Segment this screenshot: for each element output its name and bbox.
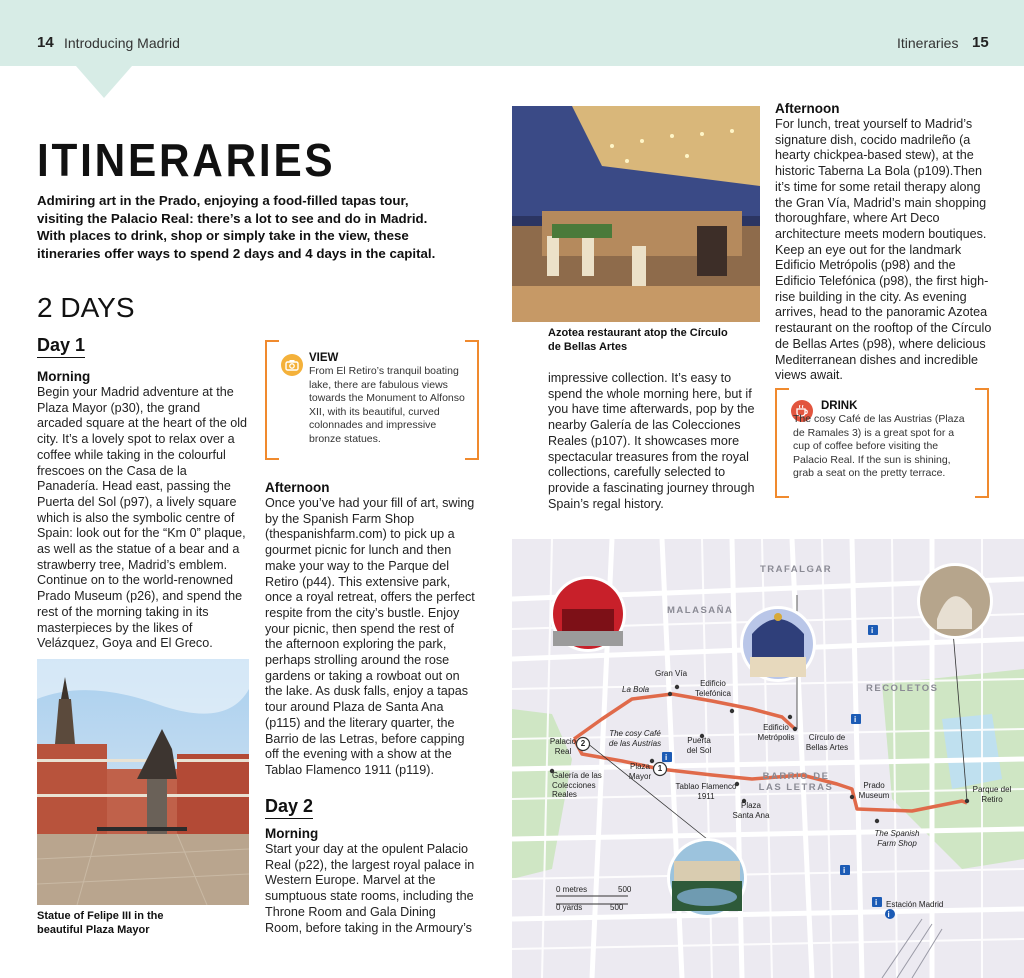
day2-morning-text: Start your day at the opulent Palacio Real (p22), the largest royal palace in Western Europe. Marvel at the sumptuous state rooms, including the Throne Room and Gala Dining Room, before taking in the Armoury’s <box>265 842 475 935</box>
svg-text:i: i <box>665 753 668 762</box>
svg-text:i: i <box>871 626 874 635</box>
label-galeria: Galería de las Colecciones Reales <box>552 771 602 799</box>
label-plaza-mayor: Plaza Mayor <box>628 762 652 781</box>
azotea-photo <box>512 106 760 322</box>
label-santa-ana: Plaza Santa Ana <box>732 801 770 820</box>
right-page-number: 15 <box>972 34 989 51</box>
label-telefonica: Edificio Telefónica <box>694 679 732 698</box>
page-header <box>0 0 1024 66</box>
svg-text:i: i <box>843 866 846 875</box>
label-prado: Prado Museum <box>858 781 890 800</box>
label-metropolis: Edificio Metrópolis <box>757 723 795 742</box>
label-estacion: Estación Madrid <box>886 900 944 909</box>
day2-afternoon-heading: Afternoon <box>775 101 840 116</box>
drink-box-title: DRINK <box>821 400 858 412</box>
camera-icon <box>281 354 303 376</box>
drink-tip-box <box>775 388 989 498</box>
scale-yards-value: 500 <box>610 903 624 912</box>
scale-metres-label: 0 metres <box>556 885 588 894</box>
label-circulo: Círculo de Bellas Artes <box>805 733 849 752</box>
page-title: ITINERARIES <box>37 134 336 186</box>
label-cafe-austrias: The cosy Café de las Austrias <box>608 729 662 748</box>
svg-text:i: i <box>854 715 857 724</box>
left-page-number: 14 <box>37 34 54 51</box>
plaza-mayor-caption: Statue of Felipe III in the beautiful Plaza Mayor <box>37 910 164 936</box>
right-running-title: Itineraries <box>897 35 959 51</box>
day1-heading: Day 1 <box>37 335 85 358</box>
label-la-bola: La Bola <box>622 685 650 694</box>
azotea-caption: Azotea restaurant atop the Círculo de Bellas Artes <box>548 327 728 353</box>
label-tablao: Tablao Flamenco 1911 <box>675 782 737 801</box>
district-malasana: MALASAÑA <box>667 605 734 616</box>
district-recoletos: RECOLETOS <box>866 683 939 694</box>
day2-heading: Day 2 <box>265 796 313 819</box>
plaza-mayor-photo <box>37 659 249 905</box>
svg-text:i: i <box>875 898 878 907</box>
label-gran-via: Gran Vía <box>655 669 688 678</box>
view-box-title: VIEW <box>309 352 339 364</box>
svg-text:i: i <box>887 910 890 919</box>
marker-2: 2 <box>580 739 586 748</box>
label-puerta-sol: Puerta del Sol <box>686 736 712 755</box>
scale-metres-value: 500 <box>618 885 632 894</box>
view-tip-box <box>265 340 479 460</box>
day2-morning-heading: Morning <box>265 826 319 841</box>
scale-yards-label: 0 yards <box>556 903 583 912</box>
label-palacio-real: Palacio Real <box>549 737 577 756</box>
intro-paragraph: Admiring art in the Prado, enjoying a food-filled tapas tour, visiting the Palacio Real: there’s a lot to see and do in Madrid. With places to drink, shop or simply take in the view, these itineraries offer ways to spend 2 days and 4 days in the capital. <box>37 193 436 261</box>
label-farm-shop: The Spanish Farm Shop <box>874 829 920 848</box>
marker-1: 1 <box>657 764 663 773</box>
day1-morning-text: Begin your Madrid adventure at the Plaza Mayor (p30), the grand arcaded square at the heart of the old city. It’s a lovely spot to relax over a coffee while taking in the colourful frescoes on the Casa de la Panadería. Head east, passing the Puerta del Sol (p97), a lively square which is also the symbolic centre of Spain: look out for the “Km 0” plaque, as well as the statue of a bear and a strawberry tree, Madrid’s emblem. Continue on to the world-renowned Prado Museum (p26), and spend the rest of the morning taking in its masterpieces by the likes of Velázquez, Goya and El Greco. <box>37 385 248 651</box>
label-retiro: Parque del Retiro <box>972 785 1012 804</box>
district-barrio-letras: BARRIO DE LAS LETRAS <box>758 771 834 793</box>
day1-morning-heading: Morning <box>37 369 91 384</box>
left-running-title: Introducing Madrid <box>64 35 180 51</box>
day1-afternoon-text: Once you’ve had your fill of art, swing by the Spanish Farm Shop (thespanishfarm.com) to pick up a gourmet picnic for lunch and then make your way to the Parque del Retiro (p44). This extensive park, once a royal retreat, offers the perfect respite from the city’s bustle. Enjoy your picnic, then spend the rest of the afternoon exploring the park, perhaps strolling around the rose gardens or taking a rowboat out on the lake. As dusk falls, enjoy a tapas tour around Plaza de Santa Ana (p115) and the literary quarter, the Barrio de las Letras, before capping off the evening with a show at the Tablao Flamenco 1911 (p119). <box>265 496 475 777</box>
route-map <box>512 539 1024 978</box>
section-heading-2-days: 2 DAYS <box>37 292 135 323</box>
header-notch <box>76 66 132 98</box>
day1-afternoon-heading: Afternoon <box>265 480 330 495</box>
view-box-text: From El Retiro’s tranquil boating lake, there are fabulous views towards the Monument to Alfonso XII, with its beautiful, curved colonnades and impressive bronze statues. <box>309 365 465 445</box>
day2-morning-continued: impressive collection. It’s easy to spend the whole morning here, but if you have time afterwards, pop by the nearby Galería de las Colecciones Reales (p107). It showcases more spectacular treasures from the royal collections, carefully selected to provide a fascinating journey through Spain’s regal history. <box>548 371 755 511</box>
drink-box-text: The cosy Café de las Austrias (Plaza de Ramales 3) is a great spot for a cup of coffee before visiting the Palacio Real. If the sun is shining, grab a seat on the pretty terrace. <box>793 413 965 479</box>
day2-afternoon-text: For lunch, treat yourself to Madrid’s signature dish, cocido madrileño (a hearty chickpea-based stew), at the historic Taberna La Bola (p109).Then it’s time for some retail therapy along the Gran Vía, Madrid’s main shopping thoroughfare, where Art Deco architecture meets modern boutiques. Keep an eye out for the landmark Edificio Metrópolis (p98) and the Edificio Telefónica (p98), the first high-rise building in the city. As evening arrives, head to the panoramic Azotea restaurant on the rooftop of the Círculo de Bellas Artes (p98), where delicious Mediterranean dishes and incredible views await. <box>775 117 992 383</box>
district-trafalgar: TRAFALGAR <box>760 564 833 575</box>
